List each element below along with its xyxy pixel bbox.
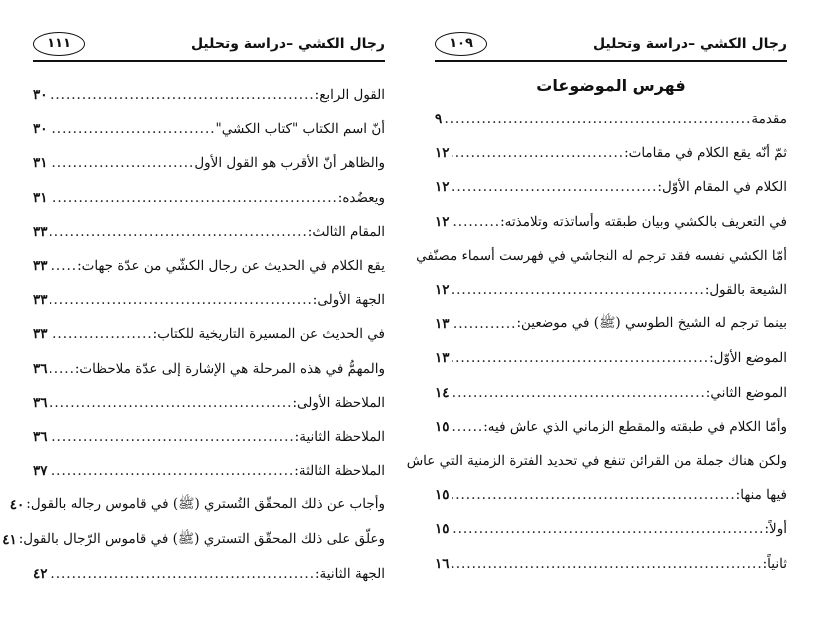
toc-entry-text: ويعضُده: bbox=[337, 189, 385, 206]
toc-entry-text: ثمّ أنّه يقع الكلام في مقامات: bbox=[624, 145, 787, 162]
toc-leader bbox=[50, 395, 293, 411]
toc-entry-page: ٣٦ bbox=[33, 360, 48, 377]
toc-entry-text: في الحديث عن المسيرة التاريخية للكتاب: bbox=[152, 326, 385, 343]
toc-entry-page: ١٥ bbox=[435, 521, 450, 538]
toc-entry-text: والظاهر أنّ الأقرب هو القول الأول bbox=[194, 155, 385, 172]
toc-entry bbox=[33, 283, 385, 317]
toc-entry bbox=[33, 249, 385, 283]
toc-entry-page: ٣٣ bbox=[33, 292, 48, 309]
toc-entry-text: والمهمُّ في هذه المرحلة هي الإشارة إلى عدّة ملاحظات: bbox=[74, 360, 385, 377]
toc-entry-text: ثانياً: bbox=[762, 555, 787, 572]
toc-entry-text: أولاً: bbox=[764, 521, 787, 538]
toc-entry bbox=[33, 146, 385, 180]
toc-entry bbox=[33, 78, 385, 112]
toc-entry-page: ١٥ bbox=[435, 418, 450, 435]
toc-entry bbox=[33, 215, 385, 249]
toc-leader bbox=[50, 121, 216, 137]
running-title: رجال الكشي –دراسة وتحليل bbox=[190, 36, 385, 52]
toc-leader bbox=[444, 111, 751, 127]
toc-leader bbox=[50, 190, 338, 206]
toc-entry-page: ٤١ bbox=[2, 531, 17, 548]
toc-entry-page: ١٢ bbox=[435, 145, 450, 162]
page-number: ١١١ bbox=[33, 32, 85, 56]
toc-entry-text: وعلّق على ذلك المحقّق التستري (ﷺ) في قاموس الرّجال بالقول: bbox=[18, 530, 385, 547]
toc-entry bbox=[435, 205, 787, 239]
toc-entry-page: ٣١ bbox=[33, 189, 48, 206]
toc-leader bbox=[50, 463, 295, 479]
toc-leader bbox=[452, 214, 501, 230]
toc-leader bbox=[50, 224, 308, 240]
toc-entry bbox=[9, 488, 385, 522]
toc-entry bbox=[33, 112, 385, 146]
toc-entry bbox=[435, 410, 787, 444]
toc-entry bbox=[416, 239, 787, 273]
toc-entry-page: ٣٣ bbox=[33, 258, 48, 275]
toc-leader bbox=[50, 326, 153, 342]
toc-entry-page: ٣٦ bbox=[33, 394, 48, 411]
toc-entry-text: القول الرابع: bbox=[314, 87, 385, 104]
toc-entry-text: وأمّا الكلام في طبقته والمقطع الزماني الذي عاش فيه: bbox=[483, 418, 787, 435]
toc-entry-text: أمّا الكشي نفسه فقد ترجم له النجاشي في فهرست أسماء مصنّفي bbox=[416, 247, 787, 264]
toc-entry-page: ٩ bbox=[435, 111, 443, 128]
toc-entry-page: ١٢ bbox=[435, 179, 450, 196]
page-number: ١٠٩ bbox=[435, 32, 487, 56]
page-left bbox=[2, 30, 385, 590]
toc-entry bbox=[435, 478, 787, 512]
toc-entry bbox=[406, 444, 787, 478]
toc-entry-page: ٣١ bbox=[33, 155, 48, 172]
toc-entry-text: الشيعة بالقول: bbox=[704, 282, 787, 299]
toc-entry bbox=[435, 307, 787, 341]
toc-entry-page: ١٢ bbox=[435, 282, 450, 299]
toc-entry bbox=[435, 136, 787, 170]
toc-entry bbox=[33, 386, 385, 420]
toc-entry-page: ٣٠ bbox=[33, 87, 48, 104]
toc-leader bbox=[50, 361, 75, 377]
toc-entry-text: الموضع الأوّل: bbox=[709, 350, 787, 367]
toc-entry-text: في التعريف بالكشي وبيان طبقته وأساتذته وتلامذته: bbox=[500, 213, 787, 230]
toc-entry bbox=[2, 522, 385, 556]
toc-entry-page: ١٤ bbox=[435, 384, 450, 401]
toc-leader bbox=[50, 87, 315, 103]
toc-leader bbox=[50, 258, 78, 274]
toc-entry-text: فيها منها: bbox=[735, 487, 787, 504]
toc-entry-text: الجهة الأولى: bbox=[312, 292, 385, 309]
toc-leader bbox=[452, 419, 484, 435]
toc-list bbox=[2, 78, 385, 591]
toc-entry-page: ٤٠ bbox=[9, 497, 25, 514]
toc-leader bbox=[452, 145, 625, 161]
toc-entry-page: ١٥ bbox=[435, 487, 450, 504]
toc-entry-page: ٣٣ bbox=[33, 326, 48, 343]
toc-entry-page: ٣٧ bbox=[33, 463, 48, 480]
toc-entry-page: ٣٦ bbox=[33, 428, 48, 445]
toc-leader bbox=[452, 487, 736, 503]
toc-entry bbox=[435, 546, 787, 580]
toc-entry-page: ٣٣ bbox=[33, 223, 48, 240]
toc-entry-text: أنّ اسم الكتاب "كتاب الكشي" bbox=[215, 121, 385, 138]
toc-entry bbox=[435, 102, 787, 136]
toc-entry bbox=[435, 341, 787, 375]
toc-entry-page: ٤٢ bbox=[33, 565, 48, 582]
toc-list bbox=[406, 102, 787, 581]
toc-entry bbox=[33, 317, 385, 351]
toc-entry bbox=[435, 512, 787, 546]
toc-entry-text: وأجاب عن ذلك المحقّق التُستري (ﷺ) في قاموس رجاله بالقول: bbox=[26, 496, 385, 513]
toc-entry bbox=[33, 557, 385, 591]
toc-entry-page: ١٦ bbox=[435, 555, 450, 572]
toc-leader bbox=[452, 521, 765, 537]
header-rule bbox=[435, 60, 787, 62]
toc-entry-text: الملاحظة الثانية: bbox=[294, 428, 385, 445]
toc-entry-text: المقام الثالث: bbox=[307, 223, 385, 240]
toc-entry bbox=[33, 454, 385, 488]
toc-entry-text: الملاحظة الأولى: bbox=[292, 394, 385, 411]
toc-entry bbox=[33, 181, 385, 215]
toc-leader bbox=[50, 155, 195, 171]
toc-leader bbox=[452, 350, 710, 366]
toc-leader bbox=[452, 282, 705, 298]
toc-leader bbox=[50, 292, 313, 308]
toc-entry bbox=[435, 376, 787, 410]
toc-entry-text: الكلام في المقام الأوّل: bbox=[657, 179, 787, 196]
toc-entry-text: يقع الكلام في الحديث عن رجال الكشّي من عدّة جهات: bbox=[77, 258, 385, 275]
toc-leader bbox=[452, 556, 763, 572]
toc-leader bbox=[452, 385, 706, 401]
toc-entry bbox=[33, 420, 385, 454]
toc-entry-text: الجهة الثانية: bbox=[315, 565, 385, 582]
toc-leader bbox=[50, 566, 315, 582]
toc-entry bbox=[435, 170, 787, 204]
toc-leader bbox=[50, 429, 295, 445]
page-right bbox=[406, 30, 787, 590]
toc-leader bbox=[452, 316, 517, 332]
toc-entry-page: ١٣ bbox=[435, 316, 450, 333]
toc-leader bbox=[452, 179, 658, 195]
toc-entry bbox=[33, 352, 385, 386]
toc-entry-text: ولكن هناك جملة من القرائن تنفع في تحديد الفترة الزمنية التي عاش bbox=[406, 452, 787, 469]
page-header bbox=[435, 30, 787, 60]
section-title: فهرس الموضوعات bbox=[536, 76, 686, 95]
toc-entry bbox=[435, 273, 787, 307]
toc-entry-page: ١٢ bbox=[435, 213, 450, 230]
running-title: رجال الكشي –دراسة وتحليل bbox=[592, 36, 787, 52]
toc-entry-text: الموضع الثاني: bbox=[705, 384, 787, 401]
page-header bbox=[33, 30, 385, 60]
toc-entry-text: مقدمة bbox=[751, 111, 787, 128]
toc-entry-page: ١٣ bbox=[435, 350, 450, 367]
toc-entry-text: الملاحظة الثالثة: bbox=[294, 463, 385, 480]
header-rule bbox=[33, 60, 385, 62]
toc-entry-text: بينما ترجم له الشيخ الطوسي (ﷺ) في موضعين: bbox=[516, 315, 787, 332]
toc-entry-page: ٣٠ bbox=[33, 121, 48, 138]
